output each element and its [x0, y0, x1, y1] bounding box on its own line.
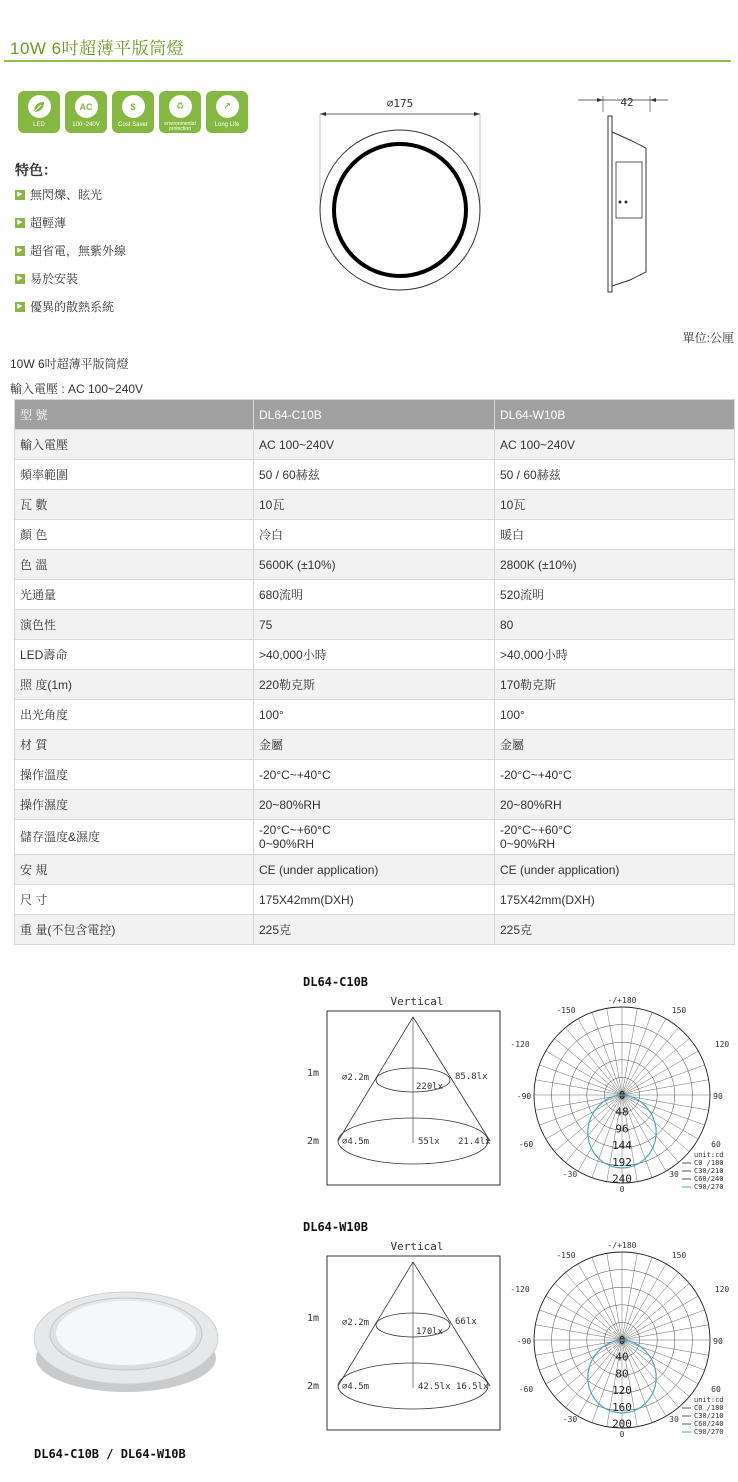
table-row: 操作濕度 20~80%RH 20~80%RH: [15, 790, 735, 820]
table-header-row: 型 號 DL64-C10B DL64-W10B: [15, 400, 735, 430]
diagram-title-c10b: DL64-C10B: [303, 975, 369, 989]
polar-diagram-c10b: [510, 993, 730, 1198]
center-lux: 170lx: [416, 1327, 444, 1337]
depth-label: 42: [620, 96, 634, 109]
ring-label: 144: [612, 1139, 632, 1153]
ring-label: 48: [615, 1105, 629, 1119]
angle-label: -30: [562, 1170, 578, 1179]
cone-title: Vertical: [390, 1240, 444, 1253]
angle-label: -90: [516, 1337, 532, 1346]
angle-label: 120: [714, 1285, 730, 1294]
table-row: 材 質 金屬 金屬: [15, 730, 735, 760]
ring-label: 96: [615, 1122, 629, 1136]
feature-item: ▶ 超輕薄: [15, 214, 66, 231]
cone-diagram-c10b: [300, 993, 505, 1188]
angle-label: -60: [518, 1385, 534, 1394]
table-row: 色 溫 5600K (±10%) 2800K (±10%): [15, 550, 735, 580]
table-row: 頻率範圍 50 / 60赫兹 50 / 60赫兹: [15, 460, 735, 490]
ring-label: 0: [618, 1334, 626, 1347]
diameter-label: ∅175: [386, 97, 414, 110]
table-row: 顏 色 冷白 暖白: [15, 520, 735, 550]
table-row: 操作溫度 -20°C~+40°C -20°C~+40°C: [15, 760, 735, 790]
feature-item: ▶ 易於安裝: [15, 270, 78, 287]
legend-unit: unit:cd: [694, 1151, 724, 1159]
angle-label: 0: [619, 1430, 625, 1439]
angle-label: 90: [713, 1092, 723, 1101]
edge-lux: 85.8lx: [455, 1072, 488, 1082]
bullet-arrow-icon: ▶: [15, 218, 25, 228]
ring-label: 200: [612, 1417, 632, 1431]
cone-diagram-w10b: [300, 1238, 505, 1433]
table-row: 出光角度 100° 100°: [15, 700, 735, 730]
center-lux: 55lx: [418, 1137, 440, 1147]
distance-label: 2m: [307, 1381, 320, 1392]
legend-unit: unit:cd: [694, 1396, 724, 1404]
table-row: 安 規 CE (under application) CE (under application): [15, 855, 735, 885]
table-row: LED壽命 >40,000小時 >40,000小時: [15, 640, 735, 670]
edge-lux: 66lx: [455, 1317, 477, 1327]
diameter-label: ∅4.5m: [342, 1382, 370, 1392]
diameter-label: ∅2.2m: [342, 1318, 370, 1328]
voltage-badge: AC 100~240V: [65, 91, 107, 133]
angle-label: 30: [669, 1415, 679, 1424]
bullet-arrow-icon: ▶: [15, 246, 25, 256]
table-row: 儲存溫度&濕度 -20°C~+60°C 0~90%RH -20°C~+60°C 0~90%RH: [15, 820, 735, 855]
side-view-drawing: [578, 92, 678, 302]
legend-entry: C30/210: [694, 1167, 724, 1175]
legend-entry: C0 /180: [694, 1159, 724, 1167]
long-life-badge: ↗ Long Life: [206, 91, 248, 133]
cost-saver-badge: $ Cost Saver: [112, 91, 154, 133]
page-title: 10W 6吋超薄平版筒燈: [10, 39, 185, 58]
feature-item: ▶ 超省電，無紫外線: [15, 242, 126, 259]
angle-label: -/+180: [607, 996, 637, 1005]
product-photo: [28, 1280, 223, 1400]
angle-label: 0: [619, 1185, 625, 1194]
angle-label: 120: [714, 1040, 730, 1049]
bullet-arrow-icon: ▶: [15, 302, 25, 312]
angle-label: 60: [711, 1385, 721, 1394]
angle-label: 60: [711, 1140, 721, 1149]
table-row: 光通量 680流明 520流明: [15, 580, 735, 610]
table-row: 瓦 數 10瓦 10瓦: [15, 490, 735, 520]
distance-label: 1m: [307, 1068, 320, 1079]
legend-entry: C0 /180: [694, 1404, 724, 1412]
angle-label: -120: [510, 1285, 530, 1294]
globe-icon: ♻: [169, 95, 192, 118]
table-row: 重 量(不包含電控) 225克 225克: [15, 915, 735, 945]
ring-label: 120: [612, 1384, 632, 1398]
ring-label: 240: [612, 1172, 632, 1186]
cone-title: Vertical: [390, 995, 444, 1008]
ring-label: 192: [612, 1155, 632, 1169]
angle-label: 150: [671, 1006, 687, 1015]
legend-entry: C60/240: [694, 1420, 724, 1428]
edge-lux: 16.5lx: [456, 1382, 489, 1392]
feature-item: ▶ 優異的散熱系統: [15, 298, 114, 315]
ring-label: 0: [618, 1089, 626, 1102]
table-row: 照 度(1m) 220勒克斯 170勒克斯: [15, 670, 735, 700]
table-row: 演色性 75 80: [15, 610, 735, 640]
product-caption: DL64-C10B / DL64-W10B: [34, 1447, 186, 1461]
polar-diagram-w10b: [510, 1238, 730, 1443]
angle-label: -30: [562, 1415, 578, 1424]
legend-entry: C30/210: [694, 1412, 724, 1420]
distance-label: 2m: [307, 1136, 320, 1147]
led-badge: LED: [18, 91, 60, 133]
legend-entry: C90/270: [694, 1428, 724, 1436]
ac-icon: AC: [75, 95, 98, 118]
angle-label: 150: [671, 1251, 687, 1260]
angle-label: 90: [713, 1337, 723, 1346]
center-lux: 42.5lx: [418, 1382, 451, 1392]
bullet-arrow-icon: ▶: [15, 190, 25, 200]
environment-badge: ♻ environmental protection: [159, 91, 201, 133]
longlife-icon: ↗: [216, 95, 239, 118]
front-view-drawing: [312, 92, 492, 302]
spec-table: [14, 399, 735, 945]
angle-label: 30: [669, 1170, 679, 1179]
cost-icon: $: [122, 95, 145, 118]
ring-label: 40: [615, 1350, 629, 1364]
diameter-label: ∅4.5m: [342, 1137, 370, 1147]
feature-item: ▶ 無閃爍、眩光: [15, 186, 102, 203]
angle-label: -150: [556, 1251, 576, 1260]
bullet-arrow-icon: ▶: [15, 274, 25, 284]
angle-label: -/+180: [607, 1241, 637, 1250]
legend-entry: C90/270: [694, 1183, 724, 1191]
distance-label: 1m: [307, 1313, 320, 1324]
diameter-label: ∅2.2m: [342, 1073, 370, 1083]
ring-label: 160: [612, 1400, 632, 1414]
center-lux: 220lx: [416, 1082, 444, 1092]
angle-label: -150: [556, 1006, 576, 1015]
product-line: 10W 6吋超薄平版筒燈: [10, 357, 129, 371]
table-row: 尺 寸 175X42mm(DXH) 175X42mm(DXH): [15, 885, 735, 915]
angle-label: -90: [516, 1092, 532, 1101]
title-divider: [4, 60, 731, 62]
features-heading: 特色：: [15, 162, 57, 178]
angle-label: -120: [510, 1040, 530, 1049]
table-row: 輸入電壓 AC 100~240V AC 100~240V: [15, 430, 735, 460]
legend-entry: C60/240: [694, 1175, 724, 1183]
ring-label: 80: [615, 1367, 629, 1381]
angle-label: -60: [518, 1140, 534, 1149]
input-voltage-line: 輸入電壓 : AC 100~240V: [10, 382, 144, 396]
leaf-icon: [28, 95, 51, 118]
unit-note: 單位:公厘: [682, 331, 734, 345]
diagram-title-w10b: DL64-W10B: [303, 1220, 369, 1234]
edge-lux: 21.4lx: [458, 1137, 491, 1147]
